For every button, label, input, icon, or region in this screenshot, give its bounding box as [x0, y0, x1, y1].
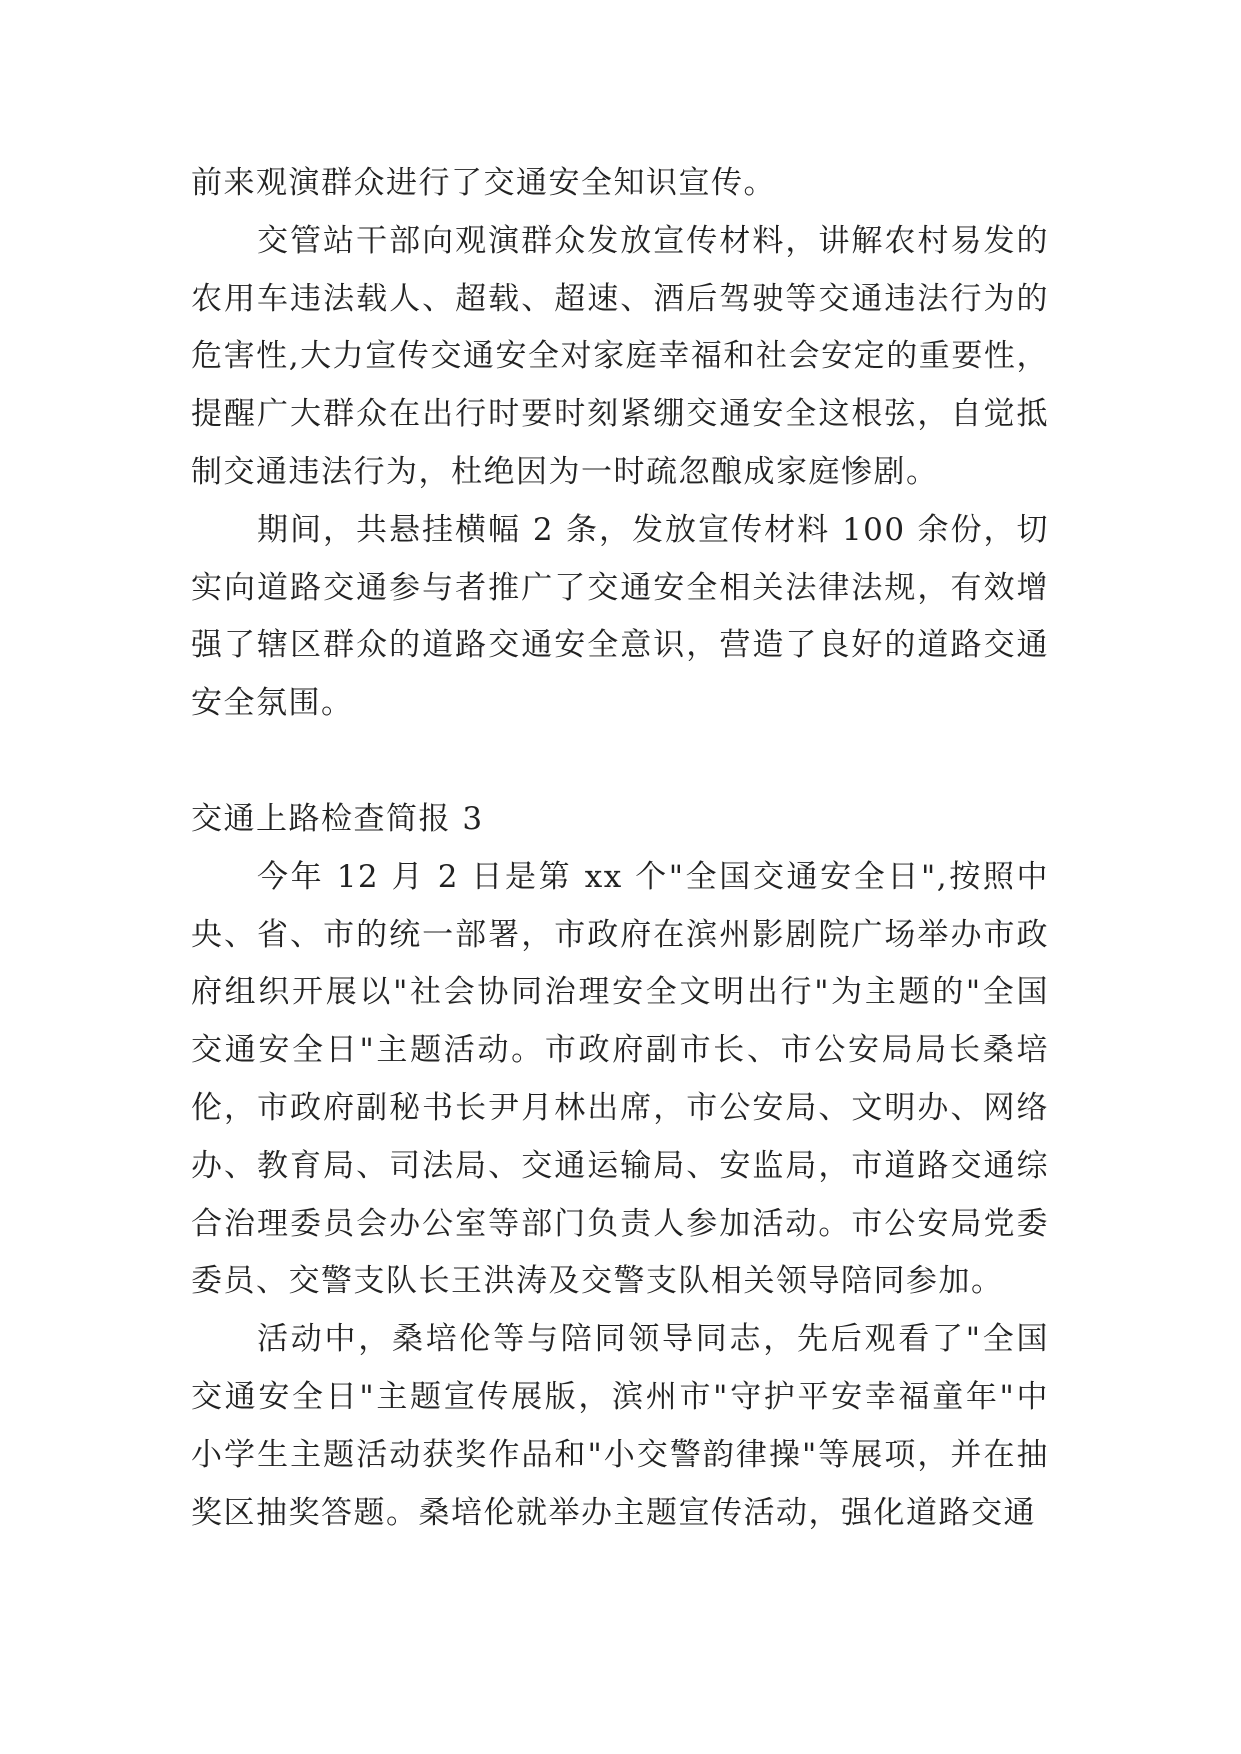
paragraph-continued: 前来观演群众进行了交通安全知识宣传。	[191, 165, 776, 201]
document-body	[191, 155, 1049, 1542]
section-gap	[191, 733, 1049, 791]
paragraph-safety-day: 今年 12 月 2 日是第 xx 个"全国交通安全日",按照中央、省、市的统一部署，市政府在滨州影剧院广场举办市政府组织开展以"社会协同治理安全文明出行"为主题的"全国交通安全日"主题活动。市政府副市长、市公安局局长桑培伦，市政府副秘书长尹月林出席，市公安局、文明办、网络办、教育局、司法局、交通运输局、安监局，市道路交通综合治理委员会办公室等部门负责人参加活动。市公安局党委委员、交警支队长王洪涛及交警支队相关领导陪同参加。	[191, 858, 1049, 1300]
paragraph-leaflets: 交管站干部向观演群众发放宣传材料，讲解农村易发的农用车违法载人、超载、超速、酒后驾驶等交通违法行为的危害性,大力宣传交通安全对家庭幸福和社会安定的重要性，提醒广大群众在出行时要时刻紧绷交通安全这根弦，自觉抵制交通违法行为，杜绝因为一时疏忽酿成家庭惨剧。	[191, 222, 1049, 490]
paragraph-banners: 期间，共悬挂横幅 2 条，发放宣传材料 100 余份，切实向道路交通参与者推广了交通安全相关法律法规，有效增强了辖区群众的道路交通安全意识，营造了良好的道路交通安全氛围。	[191, 511, 1049, 722]
paragraph-activity: 活动中，桑培伦等与陪同领导同志，先后观看了"全国交通安全日"主题宣传展版，滨州市"守护平安幸福童年"中小学生主题活动获奖作品和"小交警韵律操"等展项，并在抽奖区抽奖答题。桑培伦就举办主题宣传活动，强化道路交通	[191, 1321, 1049, 1531]
section-title: 交通上路检查简报 3	[191, 800, 484, 837]
